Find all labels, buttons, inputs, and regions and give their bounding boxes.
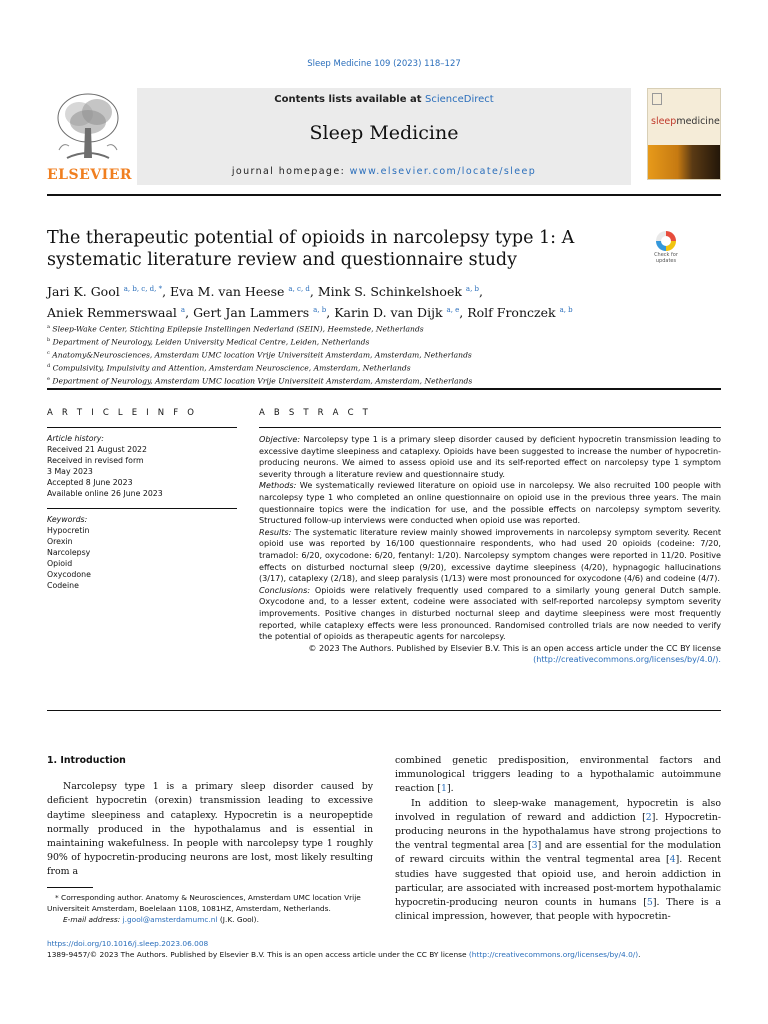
- author-affil-marks[interactable]: a, e: [446, 306, 460, 315]
- abstract-copyright: [259, 643, 721, 666]
- cover-title: [651, 116, 720, 127]
- body-paragraph: [395, 754, 721, 797]
- abstract-results: [259, 527, 721, 585]
- methods-label: Methods:: [259, 480, 297, 491]
- article-history: [47, 433, 237, 499]
- keywords-label: Keywords:: [47, 515, 88, 524]
- article-title: The therapeutic potential of opioids in narcolepsy type 1: A systematic literature review and questionnaire study: [47, 228, 575, 270]
- keywords-rule: [47, 508, 237, 509]
- homepage-link[interactable]: www.elsevier.com/locate/sleep: [349, 166, 537, 177]
- citation-link[interactable]: 2: [645, 811, 652, 823]
- contents-line: [137, 94, 631, 105]
- issn-text: 1389-9457/© 2023 The Authors. Published by Elsevier B.V. This is an open access article under the CC BY license: [47, 950, 467, 959]
- sciencedirect-link[interactable]: ScienceDirect: [425, 94, 494, 105]
- affiliation-key: a: [47, 324, 50, 330]
- email-label: E-mail address:: [63, 915, 121, 924]
- body-paragraph: [395, 797, 721, 925]
- results-label: Results:: [259, 526, 292, 537]
- affiliation-key: e: [47, 375, 50, 382]
- author-name[interactable]: Jari K. Gool: [47, 284, 120, 300]
- author-affil-marks[interactable]: a: [180, 306, 186, 315]
- issn-end: .: [638, 950, 641, 959]
- email-line: [47, 914, 373, 925]
- paragraph-text: ]. There is a clinical impression, however, that people with hypocretin-: [395, 897, 721, 923]
- footer-license-link[interactable]: (http://creativecommons.org/licenses/by/4.0/): [468, 950, 639, 959]
- author-affil-marks[interactable]: a, b: [313, 306, 327, 315]
- author-affil-marks[interactable]: a, c, d: [288, 285, 310, 293]
- contents-prefix: Contents lists available at: [274, 94, 422, 105]
- abstract-heading: A B S T R A C T: [259, 408, 371, 418]
- cover-image: [648, 145, 721, 179]
- affiliation-item: [47, 348, 721, 361]
- paragraph-text: combined genetic predisposition, environmental factors and immunological triggers leading to a hypothalamic autoimmune reaction [: [395, 755, 721, 795]
- email-link[interactable]: j.gool@amsterdamumc.nl: [122, 915, 218, 924]
- author-name[interactable]: Eva M. van Heese: [170, 284, 285, 300]
- keyword-item: Hypocretin: [47, 526, 90, 535]
- methods-text: We systematically reviewed literature on opioid use in narcolepsy. We also recruited 100 people with narcolepsy type 1 who completed an online questionnaire on opioid use in the previous three years. The main questionnaire topics were the indication for use, and the possible effects on narcolepsy symptom severity. Structured follow-up interviews were conducted when opioid use was reported.: [259, 480, 722, 526]
- affiliation-text: Compulsivity, Impulsivity and Attention, Amsterdam Neuroscience, Amsterdam, Netherlands: [52, 363, 411, 373]
- corresponding-text: * Corresponding author. Anatomy & Neurosciences, Amsterdam UMC location Vrije Universiteit Amsterdam, Boelelaan 1108, 1081HZ, Amsterdam, Netherlands.: [47, 893, 361, 913]
- conclusions-label: Conclusions:: [259, 584, 311, 595]
- author-affil-marks[interactable]: a, b, c, d, *: [123, 285, 163, 293]
- section-heading-introduction: 1. Introduction: [47, 755, 126, 766]
- history-label: Article history:: [47, 434, 104, 443]
- affiliation-list: [47, 322, 721, 387]
- conclusions-text: Opioids were relatively frequently used compared to a similarly young general Dutch sample. Oxycodone and, to a lesser extent, codeine were associated with self-reported narcolepsy symptom severity improvements. Positive changes in disturbed nocturnal sleep and daytime sleepiness were most frequently reported, while cataplexy effects were less pronounced. Randomised controlled trials are now needed to verify the potential of opioids as therapeutic agents for narcolepsy.: [259, 584, 722, 642]
- abstract-objective: [259, 434, 721, 480]
- paragraph-text: ]. Hypocretin-producing neurons in the hypothalamus have strong projections to the ventral tegmental area [: [395, 811, 721, 852]
- author-affil-marks[interactable]: a, b: [465, 285, 480, 293]
- author-name[interactable]: Karin D. van Dijk: [334, 305, 443, 321]
- affiliation-key: c: [47, 349, 50, 356]
- citation-link[interactable]: 1: [440, 783, 447, 795]
- abstract-bottom-rule: [47, 710, 721, 711]
- citation-link[interactable]: 5: [646, 897, 653, 909]
- crossmark-label: Check for updates: [654, 252, 678, 264]
- keyword-item: Orexin: [47, 537, 73, 546]
- header-rule: [47, 194, 721, 196]
- affiliation-key: b: [47, 336, 51, 343]
- journal-title: Sleep Medicine: [309, 122, 459, 144]
- history-item: Available online 26 June 2023: [47, 489, 163, 498]
- abstract-conclusions: [259, 585, 721, 643]
- journal-info-band: [137, 88, 631, 185]
- homepage-line: [137, 166, 631, 177]
- paragraph-text: ]. Recent studies have suggested that opioid use, and heroin addiction in particular, are associated with increased post-mortem hypothalamic hypocretin-producing neuron counts in humans [: [395, 854, 721, 909]
- citation-link[interactable]: 3: [531, 840, 538, 852]
- abstract-body: [259, 434, 721, 666]
- keywords-block: [47, 514, 237, 591]
- license-link[interactable]: (http://creativecommons.org/licenses/by/4.0/).: [533, 654, 721, 665]
- issn-line: [47, 949, 721, 960]
- history-item: Accepted 8 June 2023: [47, 478, 133, 487]
- affiliation-text: Sleep-Wake Center, Stichting Epilepsie Instellingen Nederland (SEIN), Heemstede, Netherlands: [52, 324, 424, 334]
- doi-link[interactable]: https://doi.org/10.1016/j.sleep.2023.06.008: [47, 939, 209, 948]
- elsevier-logo[interactable]: [47, 88, 133, 185]
- paragraph-text: ] and are essential for the modulation of reward circuits within the ventral tegmental area [: [395, 840, 721, 866]
- elsevier-wordmark: ELSEVIER: [47, 167, 133, 183]
- objective-label: Objective:: [259, 434, 301, 444]
- affiliation-text: Department of Neurology, Leiden University Medical Centre, Leiden, Netherlands: [52, 337, 370, 347]
- journal-reference[interactable]: Sleep Medicine 109 (2023) 118–127: [307, 59, 461, 69]
- body-column-left: [47, 754, 373, 880]
- title-block-rule: [47, 388, 721, 390]
- author-name[interactable]: Rolf Fronczek: [467, 305, 556, 321]
- article-info-heading: A R T I C L E I N F O: [47, 408, 198, 418]
- paragraph-text: ].: [446, 783, 454, 795]
- affiliation-item: [47, 335, 721, 348]
- footnote-rule: [47, 887, 93, 888]
- check-for-updates-badge[interactable]: [648, 230, 684, 268]
- affiliation-item: [47, 374, 721, 387]
- crossmark-icon: [648, 230, 684, 252]
- article-info-rule: [47, 427, 237, 428]
- cover-title-b: medicine: [676, 116, 720, 127]
- corresponding-author-footnote: [47, 892, 373, 925]
- email-suffix: (J.K. Gool).: [219, 915, 259, 924]
- homepage-prefix: journal homepage:: [231, 166, 346, 177]
- keyword-item: Codeine: [47, 581, 79, 590]
- journal-header: [47, 88, 721, 185]
- history-item: Received 21 August 2022: [47, 445, 147, 454]
- affiliation-item: [47, 361, 721, 374]
- author-name[interactable]: Mink S. Schinkelshoek: [317, 284, 462, 300]
- history-item: Received in revised form: [47, 456, 144, 465]
- affiliation-text: Department of Neurology, Amsterdam UMC location Vrije Universiteit Amsterdam, Amsterdam, Netherlands: [52, 376, 473, 386]
- cover-emblem-icon: [652, 93, 662, 105]
- history-item: 3 May 2023: [47, 467, 93, 476]
- journal-cover-thumbnail[interactable]: [647, 88, 721, 180]
- objective-text: Narcolepsy type 1 is a primary sleep disorder caused by deficient hypocretin transmission leading to excessive daytime sleepiness and cataplexy. Opioids have been suggested to increase the number of hypocretin-producing neurons. We aimed to assess opioid use and its self-reported effect on narcolepsy type 1 symptom severity through a literature review and questionnaire study.: [259, 434, 721, 479]
- body-paragraph: Narcolepsy type 1 is a primary sleep disorder caused by deficient hypocretin (orexin) transmission leading to excessive daytime sleepiness and cataplexy. Hypocretin is a neuropeptide normally produced in the hypothalamus and is essential in maintaining wakefulness. In people with narcolepsy type 1 roughly 90% of hypocretin-producing neurons are lost, most likely resulting from a: [47, 781, 373, 878]
- cover-title-a: sleep: [651, 116, 677, 127]
- results-text: The systematic literature review mainly showed improvements in narcolepsy symptom severity. Recent opioid use was reported by 16/100 questionnaire respondents, who had used 20 opioids (codeine: 7/20, tramadol: 6/20, oxycodone: 6/20, fentanyl: 1/20). Narcolepsy symptom changes were reported in 11/20. Positive effects on disturbed nocturnal sleep (9/20), excessive daytime sleepiness (4/20), hypnagogic hallucinations (3/17), cataplexy (2/18), and sleep paralysis (1/13) were most pronounced for oxycodone (4/6) and codeine (4/7).: [259, 526, 721, 584]
- paragraph-text: In addition to sleep-wake management, hypocretin is also involved in regulation of reward and addiction [: [395, 797, 721, 823]
- body-column-right: [395, 754, 721, 924]
- author-name[interactable]: Aniek Remmerswaal: [47, 305, 177, 321]
- affiliation-text: Anatomy&Neurosciences, Amsterdam UMC location Vrije Universiteit Amsterdam, Amsterdam, Netherlands: [52, 350, 472, 360]
- author-affil-marks[interactable]: a, b: [559, 306, 573, 315]
- author-name[interactable]: Gert Jan Lammers: [193, 305, 310, 321]
- citation-link[interactable]: 4: [669, 854, 676, 866]
- copyright-text: © 2023 The Authors. Published by Elsevier B.V. This is an open access article under the CC BY license: [308, 642, 721, 653]
- elsevier-tree-icon: [47, 88, 129, 166]
- affiliation-key: d: [47, 362, 51, 369]
- page-footer: [47, 938, 721, 960]
- abstract-methods: [259, 480, 721, 526]
- keyword-item: Oxycodone: [47, 570, 91, 579]
- keyword-item: Narcolepsy: [47, 548, 91, 557]
- abstract-rule: [259, 427, 721, 428]
- author-list: Jari K. Gool $^{a, b, c, d, *}$, Eva M. van Heese $^{a, c, d}$, Mink S. Schinkelshoek $^{a, b}$, Aniek Remmerswaal $^a$, Gert Jan Lammers $^{a, b}$, Karin D. van Dijk $^{a, e}$, Rolf Fronczek $^{a, b}$: [47, 284, 573, 321]
- keyword-item: Opioid: [47, 559, 73, 568]
- affiliation-item: [47, 322, 721, 335]
